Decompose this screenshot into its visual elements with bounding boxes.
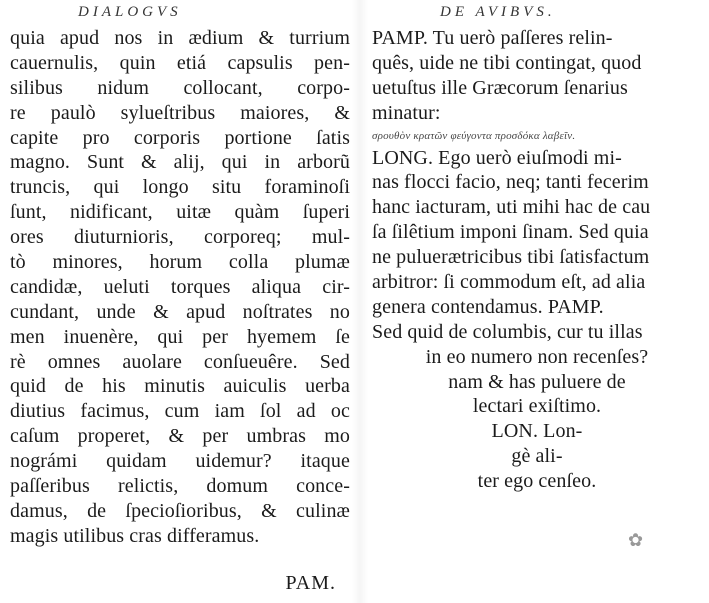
text-line: hanc iacturam, uti mihi hac de cau <box>372 196 651 219</box>
centered-text-line: LON. Lon- <box>491 420 583 443</box>
centered-text-line: lectari exiſtimo. <box>472 395 602 418</box>
text-line: silibus nidum collocant, corpo- <box>10 76 350 99</box>
text-line: damus, de ſpecioſioribus, & culinæ <box>10 499 350 522</box>
text-line: ne puluerætricibus tibi ſatisfactum <box>372 246 650 269</box>
text-line: quid de his minutis auiculis uerba <box>10 375 350 398</box>
text-line: Sed quid de columbis, cur tu illas <box>372 320 643 343</box>
text-line: quia apud nos in ædium & turrium <box>10 27 350 49</box>
text-line: rè omnes auolare conſueuêre. Sed <box>10 350 350 373</box>
centered-text-line: nam & has puluere de <box>448 370 626 393</box>
right-page <box>360 0 709 603</box>
catchword: PAM. <box>285 572 336 594</box>
text-line: quês, uide ne tibi contingat, quod <box>372 51 642 74</box>
text-line: PAMP. Tu uerò paſſeres relin- <box>372 27 613 49</box>
text-line: cauernulis, quin etiá capsulis pen- <box>10 51 350 74</box>
text-line: paſſeribus relictis, domum conce- <box>10 475 350 498</box>
right-text-block <box>372 26 702 494</box>
text-line: capite pro corporis portione ſatis <box>10 126 350 149</box>
tailpiece-ornament-icon: ✿ <box>628 530 644 550</box>
text-line: tò minores, horum colla plumæ <box>10 251 350 274</box>
text-line: ſa ſilêtium imponi ſinam. Sed quia <box>372 221 649 244</box>
text-line: magno. Sunt & alij, qui in arborũ <box>10 151 350 174</box>
text-line: uetuſtus ille Græcorum ſenarius <box>372 76 628 99</box>
running-head-right: DE AVIBVS. <box>440 4 556 20</box>
text-line: magis utilibus cras differamus. <box>10 524 260 547</box>
running-head-left: DIALOGVS <box>78 4 182 20</box>
centered-text-line: gè ali- <box>511 445 563 468</box>
text-line: caſum properet, & per umbras mo <box>10 425 350 448</box>
text-line: ſunt, nidificant, uitæ quàm ſuperi <box>10 201 350 224</box>
text-line: LONG. Ego uerò eiuſmodi mi- <box>372 146 622 169</box>
text-line: re paulò sylueſtribus maiores, & <box>10 101 350 124</box>
centered-text-line: in eo numero non recenſes? <box>425 345 649 368</box>
text-line: nográmi quidam uidemur? itaque <box>10 450 350 473</box>
text-line: ores diuturnioris, corporeq; mul- <box>10 226 350 249</box>
text-line: minatur: <box>372 101 441 124</box>
text-line: nas flocci facio, neq; tanti fecerim <box>372 171 649 194</box>
greek-verse-line: σρουθὸν κρατῶν φεύγοντα προσδόκα λαβεῖν. <box>372 129 576 142</box>
text-line: arbitror: ſi commodum eſt, ad alia <box>372 271 646 294</box>
text-line: candidæ, ueluti torques aliqua cir- <box>10 275 350 298</box>
text-line: men inuenère, qui per hyemem ſe <box>10 325 350 348</box>
text-line: truncis, qui longo situ foraminoſi <box>10 176 350 199</box>
text-line: cundant, unde & apud noſtrates no <box>10 300 350 323</box>
text-line: diutius facimus, cum iam ſol ad oc <box>10 400 350 423</box>
text-line: genera contendamus. PAMP. <box>372 295 604 318</box>
left-text-block <box>10 26 350 549</box>
centered-text-line: ter ego cenſeo. <box>477 470 597 493</box>
